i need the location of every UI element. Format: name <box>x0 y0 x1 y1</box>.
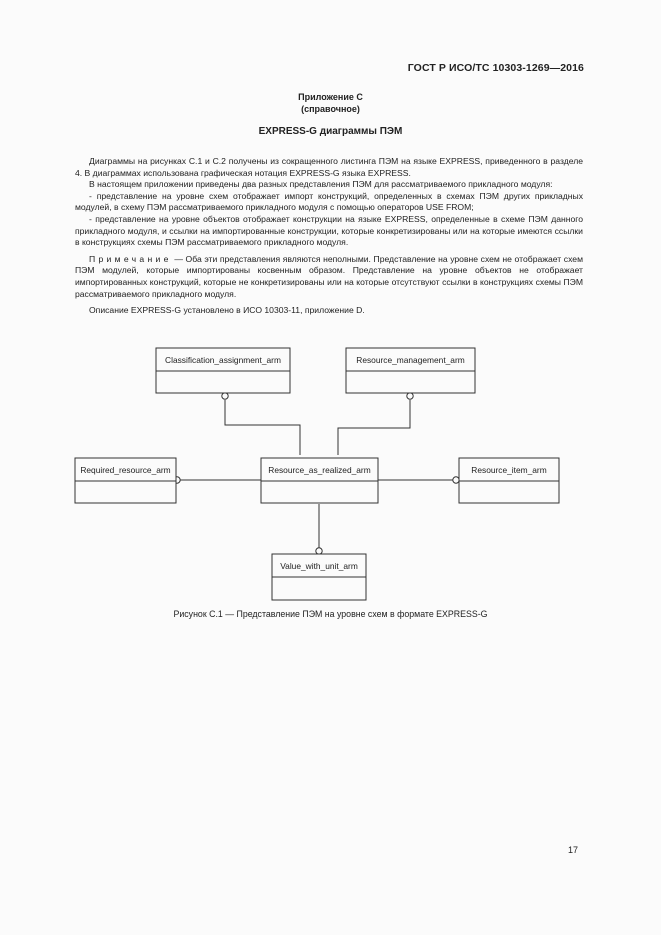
entity-label-classification: Classification_assignment_arm <box>165 355 281 365</box>
relation-circle-resource-management <box>407 393 413 399</box>
relation-circle-resource-item <box>453 477 459 483</box>
appendix-title: Приложение С <box>298 92 363 102</box>
connector-classification <box>225 400 300 455</box>
page-number: 17 <box>567 845 578 855</box>
document-id-header: ГОСТ Р ИСО/ТС 10303-1269—2016 <box>407 62 584 74</box>
paragraph-object-level: - представление на уровне объектов отображает конструкции на языке EXPRESS, определенные в схеме ПЭМ данного прикладного модуля, и ссылки на импортированные конструкции, которые конкретизированы или на которые имеются ссылки в конструкциях схемы ПЭМ рассматриваемого прикладного модуля. <box>75 213 583 248</box>
paragraph-intro: Диаграммы на рисунках С.1 и С.2 получены из сокращенного листинга ПЭМ на языке EXPRESS, приведенного в разделе 4. В диаграммах использована графическая нотация EXPRESS-G языка EXPRESS. <box>75 156 583 178</box>
relation-circle-classification <box>222 393 228 399</box>
section-title: EXPRESS-G диаграммы ПЭМ <box>258 126 403 137</box>
entity-label-required-resource: Required_resource_arm <box>80 465 171 475</box>
paragraph-express-g-reference: Описание EXPRESS-G установлено в ИСО 10303-11, приложение D. <box>89 305 365 316</box>
paragraph-schema-level: - представление на уровне схем отображает импорт конструкций, определенных в схемах ПЭМ других прикладных модулей, в схему ПЭМ рассматриваемого прикладного модуля с помощью операторов USE FROM; <box>75 190 583 213</box>
entity-label-resource-management: Resource_management_arm <box>356 355 465 365</box>
note-text: — Оба эти представления являются неполными. Представление на уровне схем не отображает схем ПЭМ модулей, которые импортированы косвенным образом. Представление на уровне объектов не отображает импортированных конструкций, которые не конкретизированы или на которые отсутствуют ссылки в конструкциях схемы ПЭМ рассматриваемого прикладного модуля. <box>75 253 583 299</box>
entity-label-resource-item: Resource_item_arm <box>471 465 547 475</box>
relation-circle-value-with-unit <box>316 548 322 554</box>
appendix-subtitle: (справочное) <box>301 104 360 114</box>
note-label: Примечание <box>89 253 172 264</box>
entity-label-value-with-unit: Value_with_unit_arm <box>280 561 358 571</box>
connector-resource-management <box>338 400 410 455</box>
entity-label-resource-as-realized: Resource_as_realized_arm <box>268 465 371 475</box>
figure-caption: Рисунок С.1 — Представление ПЭМ на уровне схем в формате EXPRESS-G <box>173 609 488 619</box>
paragraph-representations: В настоящем приложении приведены два разных представления ПЭМ для рассматриваемого прикладного модуля: <box>89 179 553 190</box>
